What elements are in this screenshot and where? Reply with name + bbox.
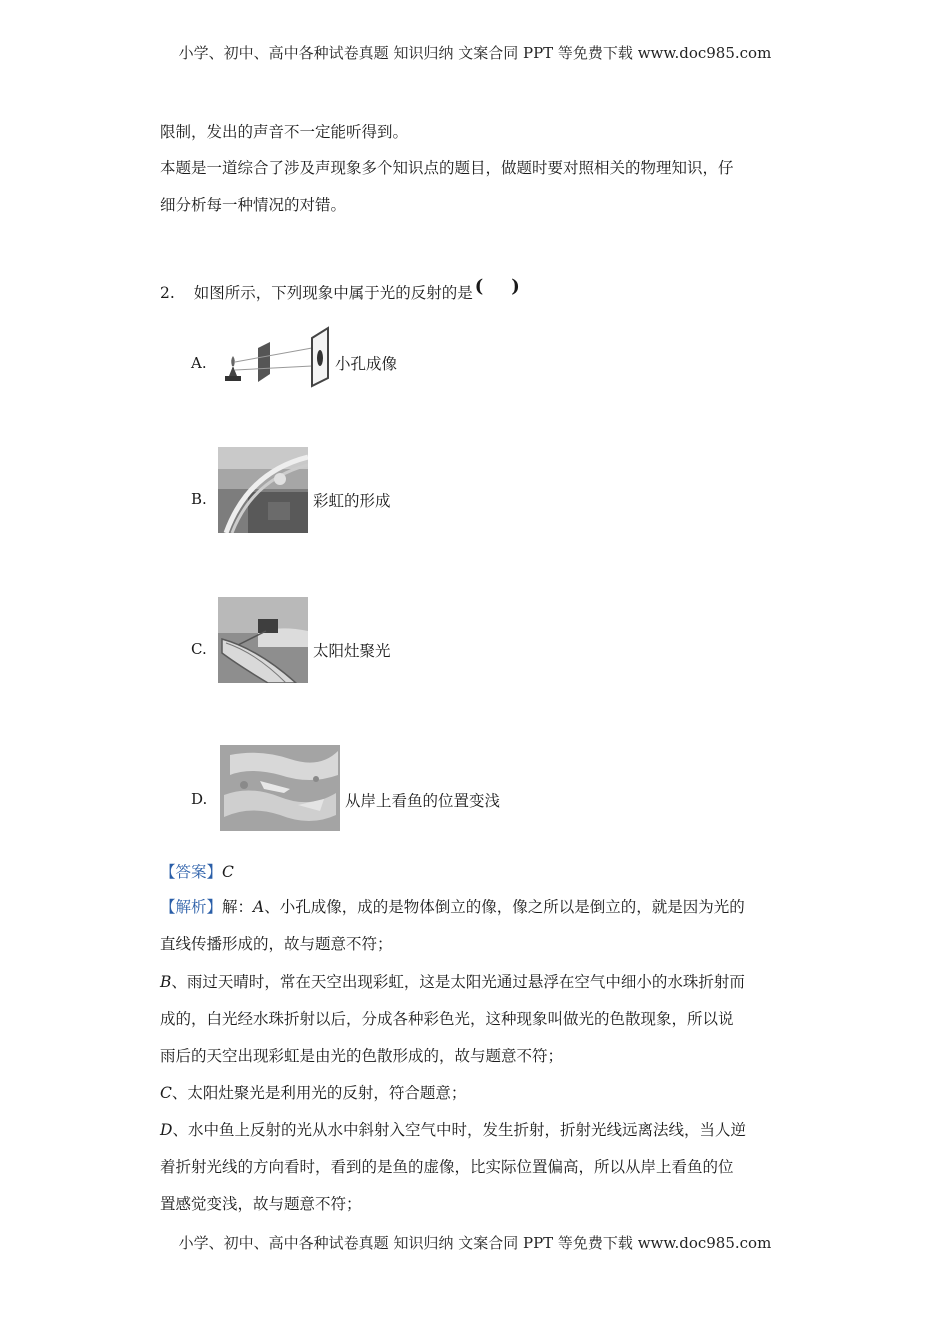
analysis-text-3: 、雨过天晴时，常在天空出现彩虹，这是太阳光通过悬浮在空气中细小的水珠折射而: [171, 973, 745, 991]
analysis-text-7: 、水中鱼上反射的光从水中斜射入空气中时，发生折射，折射光线远离法线，当人逆: [172, 1121, 746, 1139]
answer-value: C: [222, 863, 234, 881]
analysis-letter-d: D: [160, 1121, 173, 1139]
prev-line-3: 细分析每一种情况的对错。: [160, 196, 347, 214]
analysis-letter-b: B: [160, 973, 172, 991]
option-b-caption: 彩虹的形成: [313, 492, 391, 510]
analysis-line-1: [160, 895, 800, 917]
analysis-line-3: [160, 970, 800, 992]
analysis-line-5: 雨后的天空出现彩虹是由光的色散形成的，故与题意不符；: [160, 1047, 564, 1065]
answer-line: [160, 860, 800, 882]
paren-open: (: [474, 276, 484, 297]
page-header: 小学、初中、高中各种试卷真题 知识归纳 文案合同 PPT 等免费下载 www.doc985.com: [178, 44, 772, 62]
prev-line-2: 本题是一道综合了涉及声现象多个知识点的题目，做题时要对照相关的物理知识，仔: [160, 159, 734, 177]
question-line: [160, 276, 800, 303]
pinhole-camera-icon: [220, 326, 332, 388]
question-number: 2.: [160, 284, 175, 302]
analysis-label: 【解析】: [160, 898, 223, 916]
question-text: 如图所示，下列现象中属于光的反射的是: [193, 284, 473, 302]
option-c-letter: C.: [191, 640, 207, 658]
page-footer: 小学、初中、高中各种试卷真题 知识归纳 文案合同 PPT 等免费下载 www.doc985.com: [178, 1234, 772, 1252]
analysis-line-7: [160, 1118, 800, 1140]
analysis-text-1: 、小孔成像，成的是物体倒立的像，像之所以是倒立的，就是因为光的: [264, 898, 745, 916]
analysis-line-9: 置感觉变浅，故与题意不符；: [160, 1195, 362, 1213]
option-d-caption: 从岸上看鱼的位置变浅: [345, 792, 501, 810]
answer-label: 【答案】: [160, 863, 223, 881]
option-b-letter: B.: [191, 490, 207, 508]
option-a-letter: A.: [191, 354, 207, 372]
rainbow-photo: [218, 447, 308, 533]
analysis-letter-a: A: [253, 898, 265, 916]
option-d-letter: D.: [191, 790, 208, 808]
analysis-letter-c: C: [160, 1084, 172, 1102]
analysis-pre: 解：: [222, 898, 254, 916]
solar-cooker-photo: [218, 597, 308, 683]
option-a-caption: 小孔成像: [335, 355, 398, 373]
analysis-line-4: 成的，白光经水珠折射以后，分成各种彩色光，这种现象叫做光的色散现象，所以说: [160, 1010, 734, 1028]
fish-water-photo: [220, 745, 340, 831]
paren-close: ): [511, 276, 520, 297]
option-c-caption: 太阳灶聚光: [313, 642, 391, 660]
analysis-line-6: [160, 1081, 800, 1103]
analysis-line-2: 直线传播形成的，故与题意不符；: [160, 935, 393, 953]
analysis-text-6: 、太阳灶聚光是利用光的反射，符合题意；: [171, 1084, 467, 1102]
prev-line-1: 限制，发出的声音不一定能听得到。: [160, 123, 409, 141]
analysis-line-8: 着折射光线的方向看时，看到的是鱼的虚像，比实际位置偏高，所以从岸上看鱼的位: [160, 1158, 734, 1176]
